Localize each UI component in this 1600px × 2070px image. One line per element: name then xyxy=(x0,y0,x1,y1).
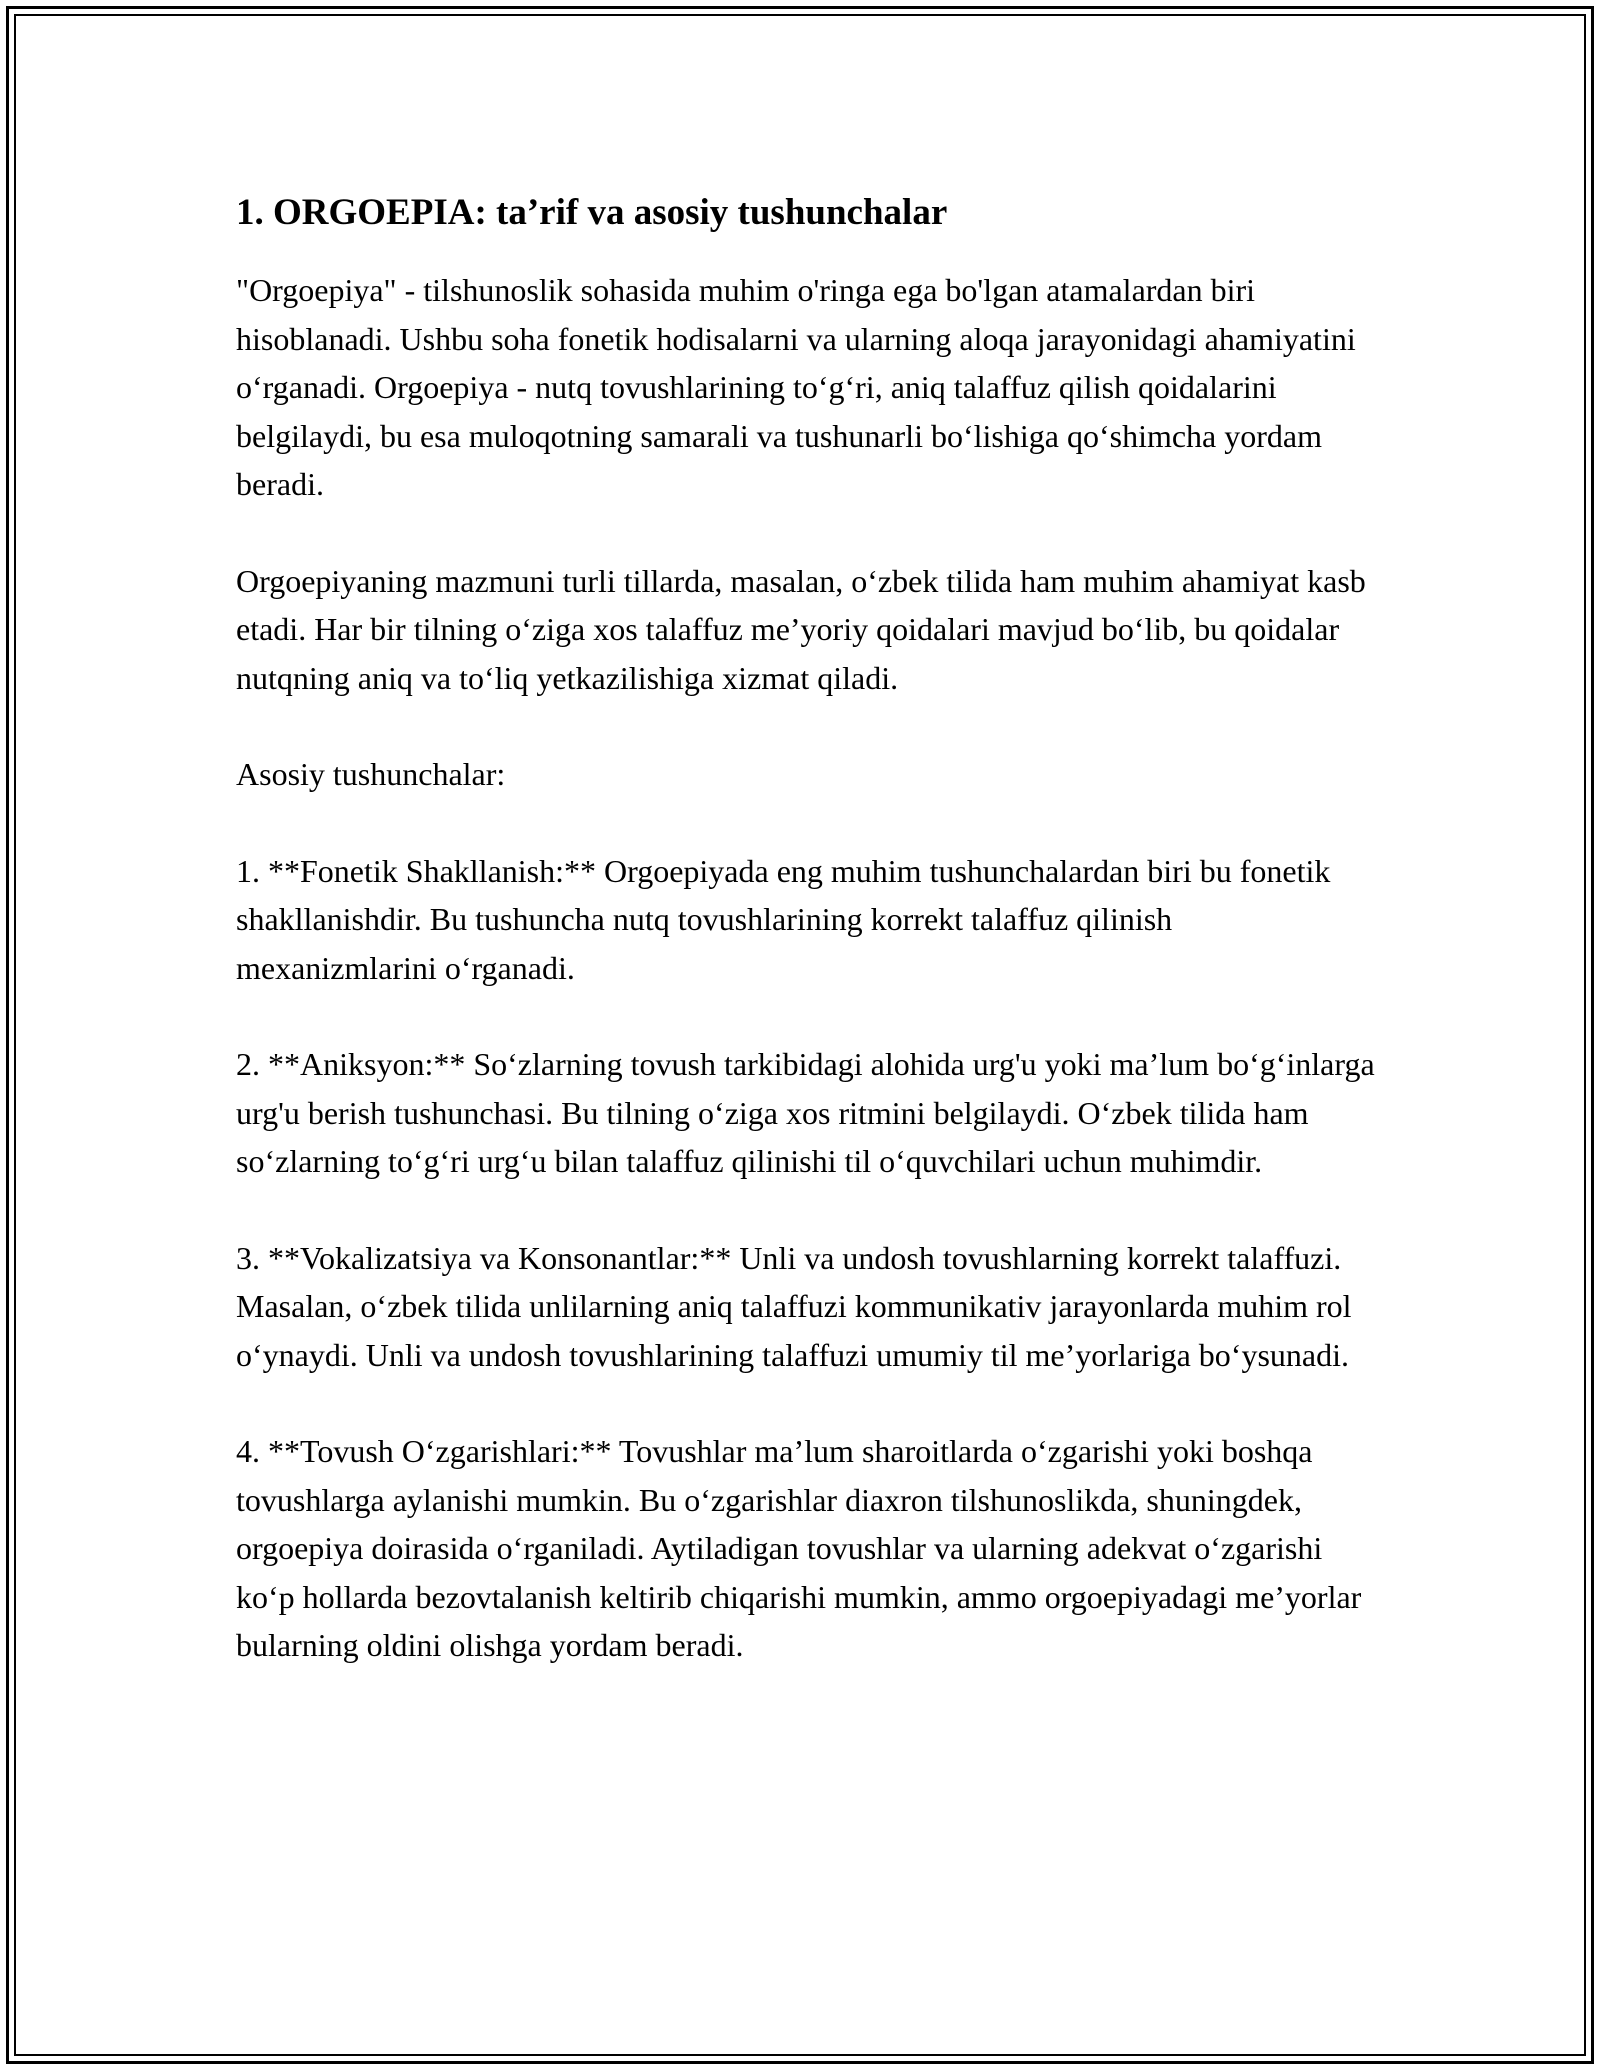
list-item-stress: 2. **Aniksyon:** So‘zlarning tovush tarkibidagi alohida urg'u yoki ma’lum bo‘g‘inlarga urg'u berish tushunchasi. Bu tilning o‘ziga xos ritmini belgilaydi. O‘zbek tilida ham so‘zlarning to‘g‘ri urg‘u bilan talaffuz qilinishi til o‘quvchilari uchun muhimdir. xyxy=(236,1046,1375,1179)
list-item-phonetic-formation: 1. **Fonetik Shakllanish:** Orgoepiyada eng muhim tushunchalardan biri bu fonetik shakllanishdir. Bu tushuncha nutq tovushlarining korrekt talaffuz qilinish mexanizmlarini o‘rganadi. xyxy=(236,852,1331,986)
list-item-sound-changes: 4. **Tovush O‘zgarishlari:** Tovushlar ma’lum sharoitlarda o‘zgarishi yoki boshqa tovushlarga aylanishi mumkin. Bu o‘zgarishlar diaxron tilshunoslikda, shuningdek, orgoepiya doirasida o‘rganiladi. Aytiladigan tovushlar va ularning adekvat o‘zgarishi ko‘p hollarda bezovtalanish keltirib chiqarishi mumkin, ammo orgoepiyadagi me’yorlar bularning oldini olishga yordam beradi. xyxy=(236,1433,1362,1663)
paragraph-intro: "Orgoepiya" - tilshunoslik sohasida muhim o'ringa ega bo'lgan atamalardan biri hisoblanadi. Ushbu soha fonetik hodisalarni va ularning aloqa jarayonidagi ahamiyatini o‘rganadi. Orgoepiya - nutq tovushlarining to‘g‘ri, aniq talaffuz qilish qoidalarini belgilaydi, bu esa muloqotning samarali va tushunarli bo‘lishiga qo‘shimcha yordam beradi. xyxy=(236,272,1356,502)
paragraph-concepts-title: Asosiy tushunchalar: xyxy=(236,756,506,792)
list-item-vowels-consonants: 3. **Vokalizatsiya va Konsonantlar:** Unli va undosh tovushlarning korrekt talaffuzi. Masalan, o‘zbek tilida unlilarning aniq talaffuzi kommunikativ jarayonlarda muhim rol o‘ynaydi. Unli va undosh tovushlarining talaffuzi umumiy til me’yorlariga bo‘ysunadi. xyxy=(236,1239,1352,1373)
section-heading: 1. ORGOEPIA: ta’rif va asosiy tushunchalar xyxy=(236,192,948,233)
document-body xyxy=(236,188,1376,1718)
paragraph-content: Orgoepiyaning mazmuni turli tillarda, masalan, o‘zbek tilida ham muhim ahamiyat kasb etadi. Har bir tilning o‘ziga xos talaffuz me’yoriy qoidalari mavjud bo‘lib, bu qoidalar nutqning aniq va to‘liq yetkazilishiga xizmat qiladi. xyxy=(236,562,1366,696)
